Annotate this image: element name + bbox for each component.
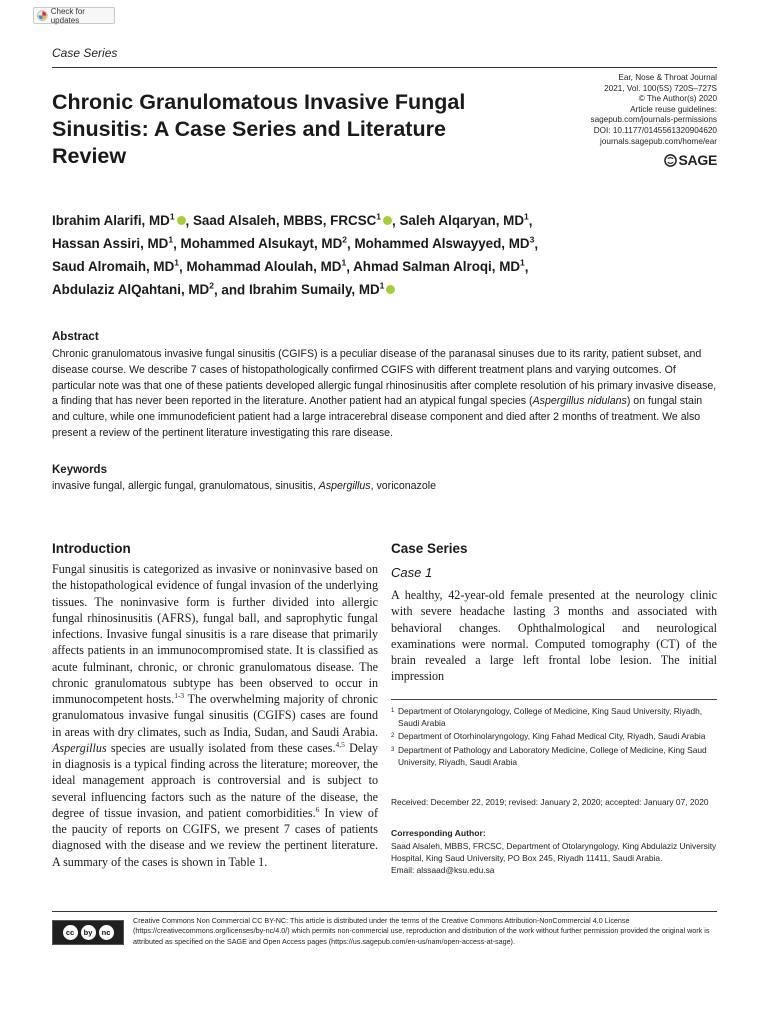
case-series-heading: Case Series bbox=[391, 541, 468, 556]
affiliation-ref: 1 bbox=[168, 234, 174, 245]
author[interactable]: Ibrahim Sumaily, $MD^1$ bbox=[249, 282, 395, 297]
journal-info-line: 2021, Vol. 100(5S) 720S–727S bbox=[604, 83, 717, 93]
case-1-heading: Case 1 bbox=[391, 565, 433, 580]
publisher-name: SAGE bbox=[678, 152, 717, 168]
header-divider bbox=[52, 67, 717, 68]
author[interactable]: Saad Alsaleh, MBBS, FRCSC$^1$ bbox=[193, 213, 392, 228]
article-title: Chronic Granulomatous Invasive Fungal Sinusitis: A Case Series and Literature Review bbox=[52, 90, 466, 168]
affiliation-item: 3 Department of Pathology and Laboratory Medicine, College of Medicine, King Saud University, Riyadh, Saudi Arabia bbox=[391, 744, 707, 767]
citation-ref[interactable]: 1-3 bbox=[174, 690, 185, 700]
sage-logo bbox=[664, 152, 717, 168]
affiliation-ref: 3 bbox=[529, 234, 535, 245]
affiliation-ref: 1 bbox=[379, 280, 385, 291]
author[interactable]: Saud Alromaih, $MD^1$ bbox=[52, 257, 179, 275]
check-updates-label: Check for updates bbox=[50, 6, 85, 25]
affiliation-item: 2 Department of Otorhinolaryngology, King Fahad Medical City, Riyadh, Saudi Arabia bbox=[391, 731, 706, 742]
author[interactable]: Ahmad Salman Alroqi, $MD^1$ bbox=[353, 257, 525, 275]
species-name: Aspergillus nidulans bbox=[532, 395, 627, 408]
abstract-text: Chronic granulomatous invasive fungal sinusitis (CGIFS) is a peculiar disease of the paranasal sinuses due to its rarity, patient subset, and disease course. We describe 7 cases of histopathologically confirmed CGIFS with different treatment plans and varying outcomes. Of particular note was that one of these patients developed allergic fungal rhinosinusitis after complete resolution of his primary invasive disease, a finding that has never been reported in the literature. Another patient had an atypical fungal species (Aspergillus nidulans) on fungal stain and culture, while one immunodeficient patient had a large intracerebral disease component and died after 2 months of treatment. We also present a review of the pertinent literature investigating this rare disease. bbox=[52, 348, 717, 439]
orcid-icon[interactable] bbox=[386, 285, 395, 294]
affiliation-item: 1 Department of Otolaryngology, College of Medicine, King Saud University, Riyadh, Saudi Arabia bbox=[391, 706, 703, 729]
orcid-icon[interactable] bbox=[383, 216, 392, 225]
affiliation-ref: 2 bbox=[342, 234, 347, 245]
author[interactable]: Mohammed Alswayyed, $MD^3$ bbox=[354, 234, 535, 252]
affiliation-ref: 1 bbox=[520, 257, 525, 268]
footnote-divider bbox=[391, 699, 717, 700]
affiliation-ref: 1 bbox=[376, 212, 382, 222]
affiliation-ref: 1 bbox=[174, 257, 179, 268]
corresponding-author-email[interactable]: Email: alssaad@ksu.edu.sa bbox=[391, 865, 495, 876]
author[interactable]: Saleh Alqaryan, $MD^1$ bbox=[399, 212, 529, 229]
author[interactable]: Mohammad Aloulah, $MD^1$ bbox=[186, 257, 347, 275]
article-type-label: Case Series bbox=[52, 46, 118, 60]
license-divider bbox=[52, 911, 717, 912]
journal-info-line: Article reuse guidelines: bbox=[630, 104, 717, 114]
author-and: and bbox=[221, 282, 246, 298]
introduction-heading: Introduction bbox=[52, 541, 131, 556]
keywords-heading: Keywords bbox=[52, 464, 107, 476]
author[interactable]: Hassan Assiri, $MD^1$ bbox=[52, 234, 174, 252]
affiliations-list bbox=[391, 705, 717, 769]
affiliation-ref: 1 bbox=[341, 257, 347, 268]
affiliation-ref: 1 bbox=[524, 212, 529, 222]
journal-info-line: Ear, Nose & Throat Journal bbox=[618, 73, 717, 82]
author[interactable]: Mohammed Alsukayt, $MD^2$ bbox=[180, 234, 347, 252]
journal-info bbox=[590, 73, 717, 147]
corresponding-author-heading: Corresponding Author: bbox=[391, 828, 486, 838]
crossmark-icon bbox=[37, 10, 48, 21]
citation-ref[interactable]: 6 bbox=[315, 804, 320, 814]
journal-info-line: © The Author(s) 2020 bbox=[638, 94, 717, 104]
cc-icon: cc bbox=[63, 925, 78, 940]
cc-license-badge[interactable] bbox=[52, 920, 124, 945]
journal-home-link[interactable]: journals.sagepub.com/home/ear bbox=[600, 136, 717, 146]
orcid-icon[interactable] bbox=[177, 216, 186, 225]
introduction-text: Fungal sinusitis is categorized as invasive or noninvasive based on the histopathological evidence of fungal invasion of the underlying tissues. The noninvasive form is further divided into allergic fungal rhinosinusitis (AFRS), fungal ball, and saprophytic fungal infections. Invasive fungal sinusitis is a rare disease that primarily affects patients in an immunocompromised state. It is classified as acute fulminant, chronic, or chronic granulomatous disease. The chronic granulomatous subtype has been observed to occur in immunocompetent hosts.$^{1-3}$ The overwhelming majority of chronic granulomatous invasive fungal sinusitis (CGIFS) cases are found in areas with dry climates, such as India, Sudan, and Saudi Arabia. Aspergillus species are usually isolated from these cases.$^{4,5}$ Delay in diagnosis is a typical finding across the literature; moreover, the ideal management approach is controversial and is subject to several influencing factors such as the nature of the disease, the degree of tissue invasion, and patient comorbidities.$^6$ In view of the paucity of reports on CGIFS, we present 7 cases of patients diagnosed with the disease and we review the pertinent literature. A summary of the cases is shown in Table 1. bbox=[52, 562, 378, 869]
license-text: Creative Commons Non Commercial CC BY-NC: This article is distributed under the terms of the Creative Commons Attribution-NonCommercial 4.0 License (https://creativecommons.org/licenses/by-nc/4.0/) which permits non-commercial use, reproduction and distribution of the work without further permission provided the original work is attributed as specified on the SAGE and Open Access pages (https://us.sagepub.com/en-us/nam/open-access-at-sage). bbox=[133, 916, 710, 946]
keywords-list: invasive fungal, allergic fungal, granulomatous, sinusitis, Aspergillus, voriconazole bbox=[52, 480, 436, 492]
affiliation-ref: 2 bbox=[209, 280, 214, 291]
author-list: Ibrahim Alarifi, $MD^1$ , Saad Alsaleh, MBBS, FRCSC$^1$ , Saleh Alqaryan, $MD^1$, Hassan Assiri, $MD^1$, Mohammed Alsukayt, $MD^2$, Mohammed Alswayyed, $MD^3$, Saud Alromaih, $MD^1$, Mohammad Aloulah, $MD^1$, Ahmad Salman Alroqi, $MD^1$, Abdulaziz AlQahtani, $MD^2$, and Ibrahim Sumaily, $MD^1$ bbox=[52, 212, 539, 298]
doi-link[interactable]: DOI: 10.1177/0145561320904620 bbox=[593, 125, 717, 135]
citation-ref[interactable]: 4,5 bbox=[335, 739, 345, 749]
author[interactable]: Ibrahim Alarifi, $MD^1$ bbox=[52, 213, 186, 228]
abstract-heading: Abstract bbox=[52, 331, 99, 343]
permissions-link[interactable]: sagepub.com/journals-permissions bbox=[590, 115, 717, 125]
check-for-updates-badge[interactable] bbox=[33, 7, 115, 24]
noncommercial-icon: nc bbox=[99, 925, 114, 940]
attribution-icon: by bbox=[81, 925, 96, 940]
corresponding-author-address: Saad Alsaleh, MBBS, FRCSC, Department of Otolaryngology, King Abdulaziz University Hospital, King Saud University, PO Box 245, Riyadh 11411, Saudi Arabia. bbox=[391, 841, 717, 864]
affiliation-ref: 1 bbox=[169, 212, 175, 222]
corresponding-author-details bbox=[391, 840, 717, 877]
case-1-text: A healthy, 42-year-old female presented at the neurology clinic with severe headache lasting 3 months and associated with behavioral changes. Ophthalmological and neurological examinations were normal. Computed tomography (CT) of the brain revealed a large left frontal lobe lesion. The initial impression bbox=[391, 588, 717, 684]
sage-emblem-icon bbox=[664, 154, 677, 167]
author[interactable]: Abdulaziz AlQahtani, $MD^2$ bbox=[52, 280, 214, 298]
received-dates: Received: December 22, 2019; revised: January 2, 2020; accepted: January 07, 2020 bbox=[391, 797, 709, 807]
